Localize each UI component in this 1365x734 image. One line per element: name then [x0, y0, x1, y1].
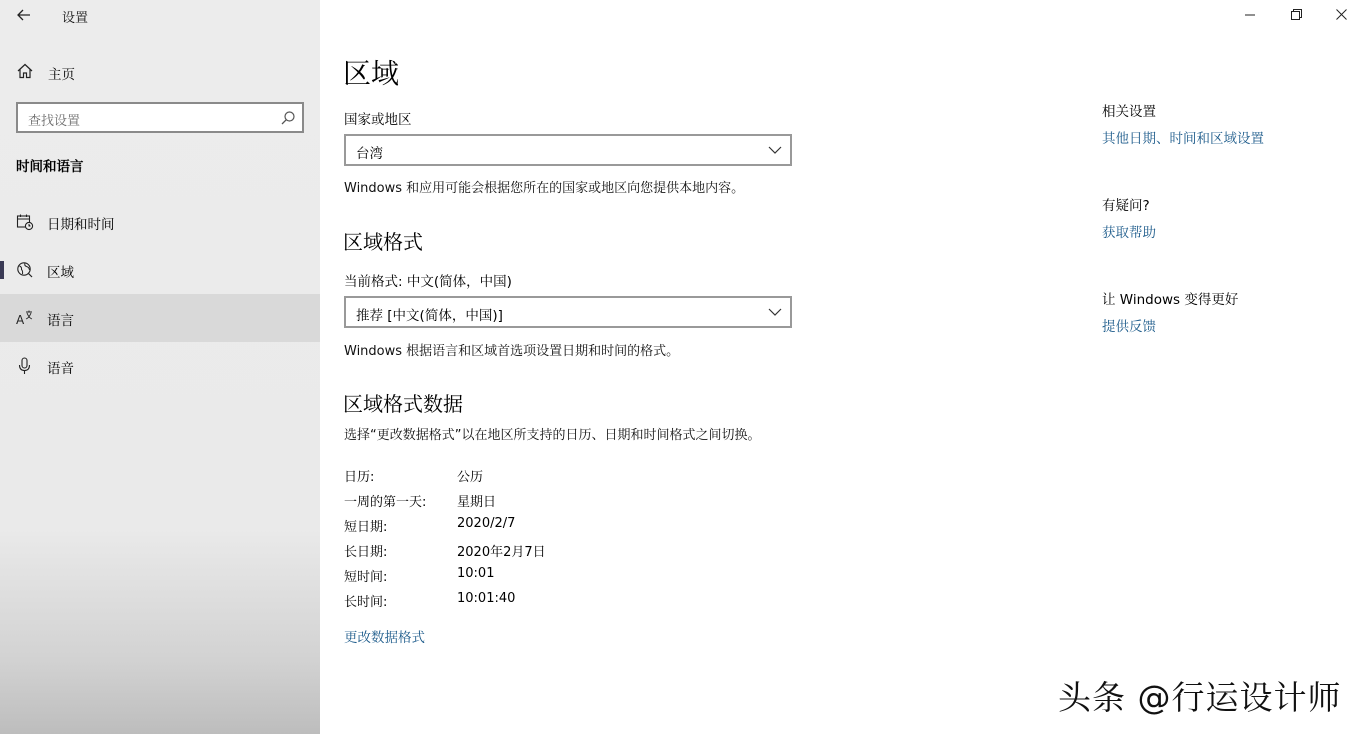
feedback-link[interactable]: 提供反馈	[1102, 319, 1156, 335]
format-data-heading: 区域格式数据	[343, 392, 463, 416]
section-title: 时间和语言	[16, 159, 84, 175]
minimize-button[interactable]	[1228, 0, 1274, 30]
related-settings-heading: 相关设置	[1102, 104, 1156, 120]
calendar-key: 日历:	[344, 470, 375, 485]
selected-indicator	[0, 261, 4, 279]
country-description: Windows 和应用可能会根据您所在的国家或地区向您提供本地内容。	[344, 181, 745, 196]
format-data-description: 选择“更改数据格式”以在地区所支持的日历、日期和时间格式之间切换。	[344, 428, 761, 443]
globe-icon	[16, 261, 34, 279]
chevron-down-icon	[768, 305, 782, 319]
close-icon	[1336, 9, 1347, 20]
titlebar	[0, 0, 320, 30]
format-dropdown[interactable]	[344, 296, 792, 328]
page-title: 区域	[343, 57, 400, 90]
search-placeholder: 查找设置	[28, 114, 81, 129]
restore-icon	[1291, 9, 1302, 20]
sidebar	[0, 0, 320, 734]
sidebar-item-date-time[interactable]	[0, 198, 320, 246]
home-nav[interactable]	[0, 56, 320, 86]
current-format-label: 当前格式: 中文(简体，中国)	[344, 274, 512, 290]
long-time-key: 长时间:	[344, 595, 388, 610]
long-time-value: 10:01:40	[457, 591, 516, 606]
home-icon	[16, 62, 34, 80]
restore-button[interactable]	[1274, 0, 1320, 30]
svg-text:A: A	[16, 313, 25, 327]
long-date-key: 长日期:	[344, 545, 388, 560]
first-day-value: 星期日	[457, 495, 497, 510]
search-input[interactable]	[16, 102, 304, 133]
country-label: 国家或地区	[344, 112, 412, 128]
language-icon	[16, 309, 34, 327]
sidebar-item-label: 日期和时间	[47, 217, 115, 233]
additional-settings-link[interactable]: 其他日期、时间和区域设置	[1102, 131, 1264, 147]
close-button[interactable]	[1319, 0, 1365, 30]
first-day-key: 一周的第一天:	[344, 495, 427, 510]
main-content	[320, 0, 1365, 734]
long-date-value: 2020年2月7日	[457, 545, 546, 560]
sidebar-item-speech[interactable]	[0, 342, 320, 390]
short-time-value: 10:01	[457, 566, 495, 581]
sidebar-item-label: 语言	[47, 313, 74, 329]
home-label: 主页	[48, 67, 75, 83]
format-description: Windows 根据语言和区域首选项设置日期和时间的格式。	[344, 344, 680, 359]
back-button[interactable]	[10, 4, 38, 26]
sidebar-item-language[interactable]	[0, 294, 320, 342]
short-date-value: 2020/2/7	[457, 516, 516, 531]
back-arrow-icon	[17, 9, 31, 21]
minimize-icon	[1245, 9, 1256, 20]
region-format-heading: 区域格式	[343, 230, 423, 254]
format-value: 推荐 [中文(简体，中国)]	[356, 308, 503, 324]
change-data-format-link[interactable]: 更改数据格式	[344, 630, 425, 646]
country-dropdown[interactable]	[344, 134, 792, 166]
chevron-down-icon	[768, 143, 782, 157]
short-time-key: 短时间:	[344, 570, 388, 585]
country-value: 台湾	[356, 146, 383, 162]
search-icon[interactable]	[280, 110, 296, 126]
watermark: 头条 @行运设计师	[1058, 678, 1342, 717]
calendar-value: 公历	[457, 470, 484, 485]
sidebar-item-region[interactable]	[0, 246, 320, 294]
calendar-clock-icon	[16, 213, 34, 231]
microphone-icon	[16, 357, 34, 375]
window-title: 设置	[62, 11, 89, 26]
improve-heading: 让 Windows 变得更好	[1102, 292, 1239, 308]
short-date-key: 短日期:	[344, 520, 388, 535]
question-heading: 有疑问?	[1102, 198, 1150, 214]
sidebar-item-label: 区域	[47, 265, 74, 281]
get-help-link[interactable]: 获取帮助	[1102, 225, 1156, 241]
sidebar-item-label: 语音	[47, 361, 74, 377]
